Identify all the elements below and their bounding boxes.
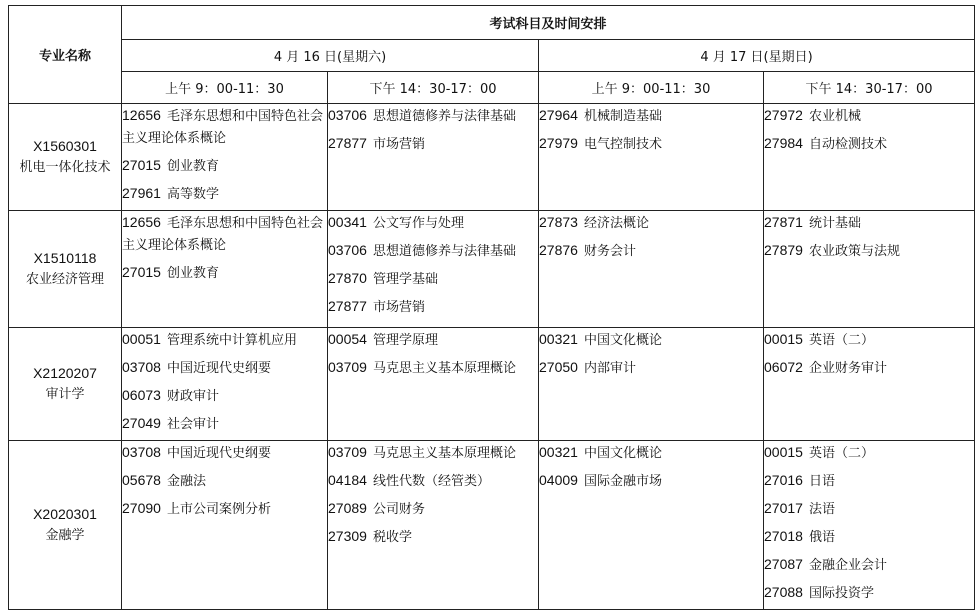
- subject-entry: [764, 211, 974, 235]
- subject-name: 公司财务: [372, 502, 425, 517]
- subject-entry: [764, 239, 974, 263]
- slot-header: 下午 14：30-17：00: [764, 72, 975, 104]
- subject-code: 27018: [764, 528, 803, 544]
- subject-cell: [539, 441, 764, 610]
- schedule-title-header: 考试科目及时间安排: [122, 6, 975, 40]
- subject-cell: [764, 441, 975, 610]
- subject-name: 自动检测技术: [808, 137, 887, 152]
- subject-name: 中国近现代史纲要: [166, 446, 271, 461]
- subject-cell: [539, 328, 764, 441]
- subject-code: 27873: [539, 214, 578, 230]
- subject-entry: [539, 211, 763, 235]
- subject-cell: [328, 211, 539, 328]
- subject-name: 法语: [808, 502, 835, 517]
- subject-entry: [764, 553, 974, 577]
- subject-code: 27979: [539, 135, 578, 151]
- subject-cell: [122, 441, 328, 610]
- subject-code: 03709: [328, 444, 367, 460]
- subject-code: 27088: [764, 584, 803, 600]
- subject-entry: [539, 239, 763, 263]
- subject-name: 日语: [808, 474, 835, 489]
- subject-entry: [328, 525, 538, 549]
- major-row: [9, 211, 975, 328]
- subject-name: 管理学原理: [372, 333, 438, 348]
- subject-code: 03706: [328, 242, 367, 258]
- subject-entry: [328, 356, 538, 380]
- subject-cell: [328, 441, 539, 610]
- major-cell: [9, 328, 122, 441]
- subject-name: 国际投资学: [808, 586, 874, 601]
- subject-code: 03708: [122, 359, 161, 375]
- subject-name: 思想道德修养与法律基础: [372, 109, 516, 124]
- subject-name: 金融企业会计: [808, 558, 887, 573]
- subject-name: 英语（二）: [808, 446, 874, 461]
- subject-code: 27961: [122, 185, 161, 201]
- subject-name: 经济法概论: [583, 216, 649, 231]
- major-cell: [9, 104, 122, 211]
- subject-name: 中国文化概论: [583, 333, 662, 348]
- subject-entry: [122, 154, 327, 178]
- subject-entry: [328, 211, 538, 235]
- day-header-apr17: 4 月 17 日(星期日): [539, 40, 975, 72]
- major-name: 农业经济管理: [25, 272, 104, 287]
- subject-name: 税收学: [372, 530, 412, 545]
- major-name: 金融学: [45, 528, 85, 543]
- subject-entry: [122, 104, 327, 150]
- subject-entry: [539, 356, 763, 380]
- subject-name: 毛泽东思想和中国特色社会主义理论体系概论: [122, 109, 323, 146]
- subject-name: 中国文化概论: [583, 446, 662, 461]
- subject-name: 市场营销: [372, 300, 425, 315]
- subject-name: 公文写作与处理: [372, 216, 464, 231]
- subject-code: 03709: [328, 359, 367, 375]
- subject-name: 市场营销: [372, 137, 425, 152]
- subject-entry: [764, 581, 974, 605]
- subject-code: 27877: [328, 298, 367, 314]
- subject-code: 27870: [328, 270, 367, 286]
- subject-entry: [328, 104, 538, 128]
- subject-entry: [122, 356, 327, 380]
- subject-entry: [122, 211, 327, 257]
- subject-name: 统计基础: [808, 216, 861, 231]
- subject-code: 00051: [122, 331, 161, 347]
- subject-cell: [122, 104, 328, 211]
- subject-name: 上市公司案例分析: [166, 502, 271, 517]
- subject-entry: [539, 441, 763, 465]
- major-row: [9, 328, 975, 441]
- subject-cell: [539, 211, 764, 328]
- subject-code: 27049: [122, 415, 161, 431]
- subject-name: 创业教育: [166, 159, 219, 174]
- major-row: [9, 441, 975, 610]
- subject-code: 27050: [539, 359, 578, 375]
- subject-entry: [328, 328, 538, 352]
- subject-name: 农业机械: [808, 109, 861, 124]
- subject-entry: [539, 328, 763, 352]
- subject-entry: [764, 441, 974, 465]
- subject-entry: [539, 469, 763, 493]
- subject-entry: [122, 384, 327, 408]
- subject-code: 12656: [122, 107, 161, 123]
- subject-code: 27089: [328, 500, 367, 516]
- subject-code: 27015: [122, 264, 161, 280]
- subject-name: 电气控制技术: [583, 137, 662, 152]
- subject-code: 06072: [764, 359, 803, 375]
- subject-code: 27087: [764, 556, 803, 572]
- subject-cell: [328, 328, 539, 441]
- subject-entry: [539, 104, 763, 128]
- subject-cell: [539, 104, 764, 211]
- day-header-apr16: 4 月 16 日(星期六): [122, 40, 539, 72]
- slot-header: 下午 14：30-17：00: [328, 72, 539, 104]
- slot-header: 上午 9：00-11：30: [122, 72, 328, 104]
- subject-entry: [764, 469, 974, 493]
- header-row-days: [9, 40, 975, 72]
- subject-code: 27309: [328, 528, 367, 544]
- subject-entry: [122, 412, 327, 436]
- exam-schedule-table: [8, 5, 975, 610]
- subject-code: 04184: [328, 472, 367, 488]
- subject-entry: [328, 132, 538, 156]
- subject-name: 农业政策与法规: [808, 244, 900, 259]
- subject-entry: [328, 295, 538, 319]
- subject-cell: [122, 211, 328, 328]
- subject-code: 27016: [764, 472, 803, 488]
- subject-entry: [764, 132, 974, 156]
- subject-code: 00015: [764, 444, 803, 460]
- subject-code: 03708: [122, 444, 161, 460]
- subject-code: 27090: [122, 500, 161, 516]
- major-name: 机电一体化技术: [19, 160, 111, 175]
- subject-name: 毛泽东思想和中国特色社会主义理论体系概论: [122, 216, 323, 253]
- subject-code: 27972: [764, 107, 803, 123]
- subject-entry: [328, 267, 538, 291]
- subject-code: 05678: [122, 472, 161, 488]
- subject-entry: [764, 356, 974, 380]
- subject-code: 27879: [764, 242, 803, 258]
- subject-name: 财政审计: [166, 389, 219, 404]
- subject-entry: [122, 261, 327, 285]
- subject-name: 金融法: [166, 474, 206, 489]
- subject-code: 00341: [328, 214, 367, 230]
- subject-entry: [122, 497, 327, 521]
- major-cell: [9, 441, 122, 610]
- subject-name: 机械制造基础: [583, 109, 662, 124]
- subject-entry: [122, 469, 327, 493]
- subject-entry: [764, 328, 974, 352]
- subject-code: 12656: [122, 214, 161, 230]
- subject-name: 创业教育: [166, 266, 219, 281]
- major-code: X1510118: [33, 250, 97, 266]
- subject-code: 27964: [539, 107, 578, 123]
- subject-code: 27015: [122, 157, 161, 173]
- subject-code: 27877: [328, 135, 367, 151]
- subject-cell: [328, 104, 539, 211]
- subject-name: 马克思主义基本原理概论: [372, 361, 516, 376]
- subject-name: 英语（二）: [808, 333, 874, 348]
- subject-name: 管理系统中计算机应用: [166, 333, 297, 348]
- header-row-slots: [9, 72, 975, 104]
- subject-name: 国际金融市场: [583, 474, 662, 489]
- subject-code: 27876: [539, 242, 578, 258]
- subject-entry: [122, 328, 327, 352]
- subject-code: 06073: [122, 387, 161, 403]
- subject-entry: [328, 441, 538, 465]
- subject-name: 线性代数（经管类）: [372, 474, 490, 489]
- subject-code: 27871: [764, 214, 803, 230]
- subject-cell: [764, 328, 975, 441]
- major-row: [9, 104, 975, 211]
- subject-code: 27017: [764, 500, 803, 516]
- subject-code: 00321: [539, 331, 578, 347]
- subject-name: 高等数学: [166, 187, 219, 202]
- header-row-title: [9, 6, 975, 40]
- subject-code: 27984: [764, 135, 803, 151]
- subject-entry: [764, 525, 974, 549]
- subject-code: 04009: [539, 472, 578, 488]
- subject-entry: [122, 441, 327, 465]
- subject-code: 00015: [764, 331, 803, 347]
- subject-entry: [122, 182, 327, 206]
- subject-entry: [764, 104, 974, 128]
- subject-entry: [539, 132, 763, 156]
- subject-entry: [328, 497, 538, 521]
- subject-cell: [764, 211, 975, 328]
- major-code: X2020301: [33, 506, 97, 522]
- major-code: X1560301: [33, 138, 97, 154]
- subject-name: 思想道德修养与法律基础: [372, 244, 516, 259]
- subject-name: 财务会计: [583, 244, 636, 259]
- slot-header: 上午 9：00-11：30: [539, 72, 764, 104]
- subject-code: 00054: [328, 331, 367, 347]
- subject-entry: [328, 469, 538, 493]
- subject-code: 00321: [539, 444, 578, 460]
- subject-name: 内部审计: [583, 361, 636, 376]
- subject-cell: [122, 328, 328, 441]
- subject-cell: [764, 104, 975, 211]
- major-name-header: 专业名称: [9, 6, 122, 104]
- major-cell: [9, 211, 122, 328]
- subject-name: 中国近现代史纲要: [166, 361, 271, 376]
- subject-name: 企业财务审计: [808, 361, 887, 376]
- major-code: X2120207: [33, 365, 97, 381]
- subject-code: 03706: [328, 107, 367, 123]
- subject-entry: [328, 239, 538, 263]
- subject-entry: [764, 497, 974, 521]
- subject-name: 社会审计: [166, 417, 219, 432]
- subject-name: 俄语: [808, 530, 835, 545]
- subject-name: 管理学基础: [372, 272, 438, 287]
- major-name: 审计学: [45, 387, 85, 402]
- subject-name: 马克思主义基本原理概论: [372, 446, 516, 461]
